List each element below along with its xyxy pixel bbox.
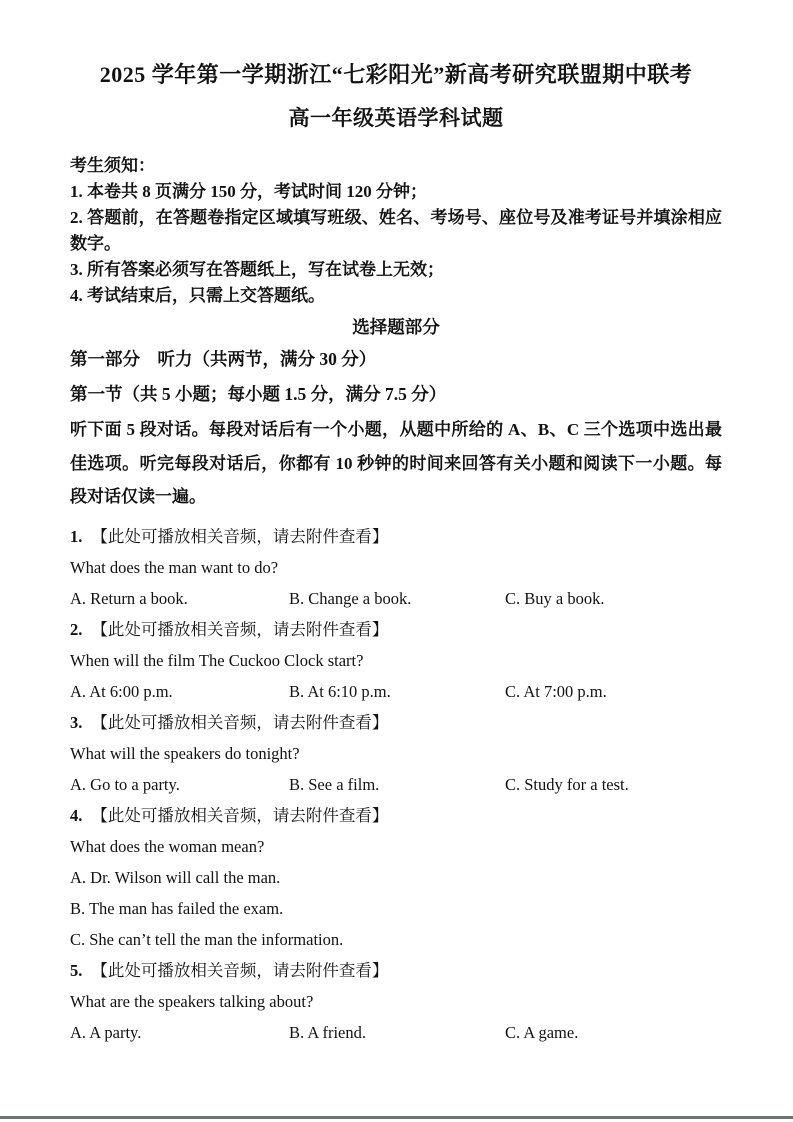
notice-item-3: 3. 所有答案必须写在答题纸上，写在试卷上无效；	[70, 260, 444, 279]
question-5-option-c: C. A game.	[505, 1022, 579, 1042]
question-2-text: When will the film The Cuckoo Clock start?	[70, 650, 364, 670]
audio-placeholder-text: 【此处可播放相关音频，请去附件查看】	[91, 526, 389, 546]
question-5-audio-line	[70, 955, 722, 986]
question-2-option-b: B. At 6:10 p.m.	[289, 681, 391, 701]
audio-placeholder-text: 【此处可播放相关音频，请去附件查看】	[91, 960, 389, 980]
question-1-option-a: A. Return a book.	[70, 588, 188, 608]
section1-heading: 第一节（共 5 小题；每小题 1.5 分，满分 7.5 分）	[70, 384, 447, 404]
question-5-text: What are the speakers talking about?	[70, 991, 314, 1011]
audio-placeholder-text: 【此处可播放相关音频，请去附件查看】	[91, 805, 389, 825]
question-4-audio-line	[70, 800, 722, 831]
question-2-options	[70, 676, 722, 707]
question-4	[70, 800, 722, 955]
question-3	[70, 707, 722, 800]
notice-item-1: 1. 本卷共 8 页满分 150 分，考试时间 120 分钟；	[70, 182, 427, 201]
question-5	[70, 955, 722, 1048]
question-3-option-c: C. Study for a test.	[505, 774, 629, 794]
question-1-option-b: B. Change a book.	[289, 588, 412, 608]
question-2-audio-line	[70, 614, 722, 645]
question-3-option-b: B. See a film.	[289, 774, 380, 794]
choice-section-heading: 选择题部分	[352, 317, 440, 337]
question-2	[70, 614, 722, 707]
question-3-option-a: A. Go to a party.	[70, 774, 180, 794]
part1-heading: 第一部分 听力（共两节，满分 30 分）	[70, 349, 377, 369]
question-5-number: 5.	[70, 960, 83, 980]
question-5-option-b: B. A friend.	[289, 1022, 366, 1042]
question-3-audio-line	[70, 707, 722, 738]
question-4-number: 4.	[70, 805, 83, 825]
notice-item-4: 4. 考试结束后，只需上交答题纸。	[70, 286, 325, 305]
question-4-option-c: C. She can’t tell the man the information.	[70, 929, 344, 949]
page-bottom-border	[0, 1116, 793, 1119]
notice-heading: 考生须知：	[70, 156, 155, 175]
question-2-number: 2.	[70, 619, 83, 639]
questions-area	[70, 521, 722, 1048]
question-4-option-b: B. The man has failed the exam.	[70, 898, 284, 918]
listening-instructions: 听下面 5 段对话。每段对话后有一个小题，从题中所给的 A、B、C 三个选项中选出最佳选项。听完每段对话后，你都有 10 秒钟的时间来回答有关小题和阅读下一小题。每段对话仅读一遍。	[70, 420, 722, 506]
exam-title-line2: 高一年级英语学科试题	[288, 106, 504, 130]
question-4-option-a: A. Dr. Wilson will call the man.	[70, 867, 281, 887]
question-1	[70, 521, 722, 614]
question-1-audio-line	[70, 521, 722, 552]
question-4-text: What does the woman mean?	[70, 836, 265, 856]
audio-placeholder-text: 【此处可播放相关音频，请去附件查看】	[91, 619, 389, 639]
question-4-options	[70, 862, 722, 955]
question-1-option-c: C. Buy a book.	[505, 588, 605, 608]
question-2-option-a: A. At 6:00 p.m.	[70, 681, 173, 701]
question-3-number: 3.	[70, 712, 83, 732]
question-1-text: What does the man want to do?	[70, 557, 279, 577]
question-1-options	[70, 583, 722, 614]
question-5-options	[70, 1017, 722, 1048]
question-3-text: What will the speakers do tonight?	[70, 743, 300, 763]
notice-item-2: 2. 答题前，在答题卷指定区域填写班级、姓名、考场号、座位号及准考证号并填涂相应数字。	[70, 208, 722, 253]
audio-placeholder-text: 【此处可播放相关音频，请去附件查看】	[91, 712, 389, 732]
question-1-number: 1.	[70, 526, 83, 546]
page-content	[70, 60, 722, 1048]
exam-title-line1: 2025 学年第一学期浙江“七彩阳光”新高考研究联盟期中联考	[99, 62, 693, 87]
question-2-option-c: C. At 7:00 p.m.	[505, 681, 607, 701]
question-3-options	[70, 769, 722, 800]
question-5-option-a: A. A party.	[70, 1022, 142, 1042]
